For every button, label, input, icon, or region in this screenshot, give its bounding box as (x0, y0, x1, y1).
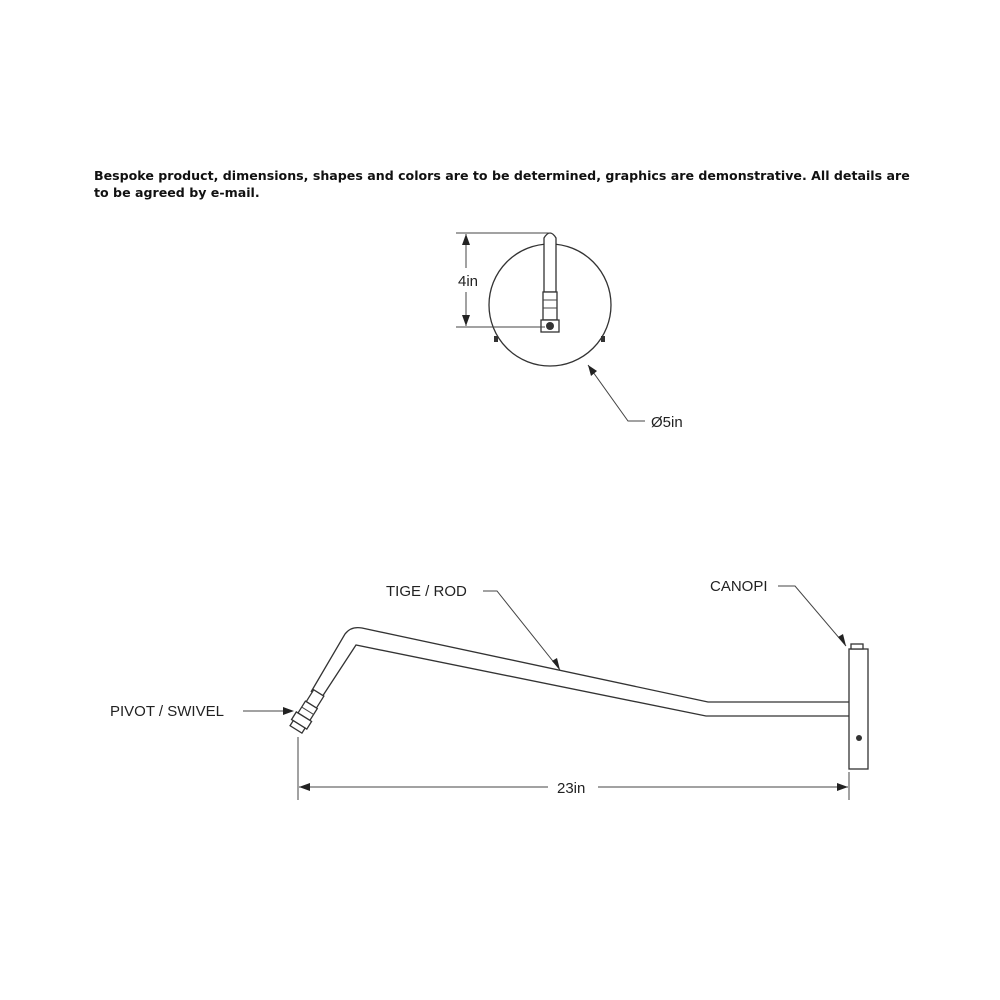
side-view (110, 578, 868, 800)
canopy-label: CANOPI (710, 578, 768, 595)
canopy-screw-left (494, 336, 498, 342)
canopy-screw-right (601, 336, 605, 342)
front-pivot-bolt (546, 322, 554, 330)
height-dimension (456, 233, 550, 327)
rod-label: TIGE / ROD (386, 583, 467, 600)
rod-lower-edge (322, 645, 849, 716)
canopy-screw (856, 735, 862, 741)
pivot-leader (110, 703, 294, 720)
canopy-tab (851, 644, 863, 649)
length-dimension-label: 23in (557, 780, 586, 797)
pivot-label: PIVOT / SWIVEL (110, 703, 224, 720)
canopy-plate (849, 649, 868, 769)
diameter-leader (588, 365, 683, 431)
front-view (456, 233, 683, 431)
diameter-dimension-label: Ø5in (651, 414, 683, 431)
front-rod (544, 233, 556, 292)
front-pivot-body (543, 292, 557, 320)
disclaimer-note: Bespoke product, dimensions, shapes and colors are to be determined, graphics are demonstrative. All details are to be agreed by e-mail. (94, 168, 910, 200)
side-pivot (288, 688, 326, 734)
length-dimension (298, 737, 849, 800)
height-dimension-label: 4in (458, 273, 479, 290)
canopy-leader (710, 578, 846, 646)
